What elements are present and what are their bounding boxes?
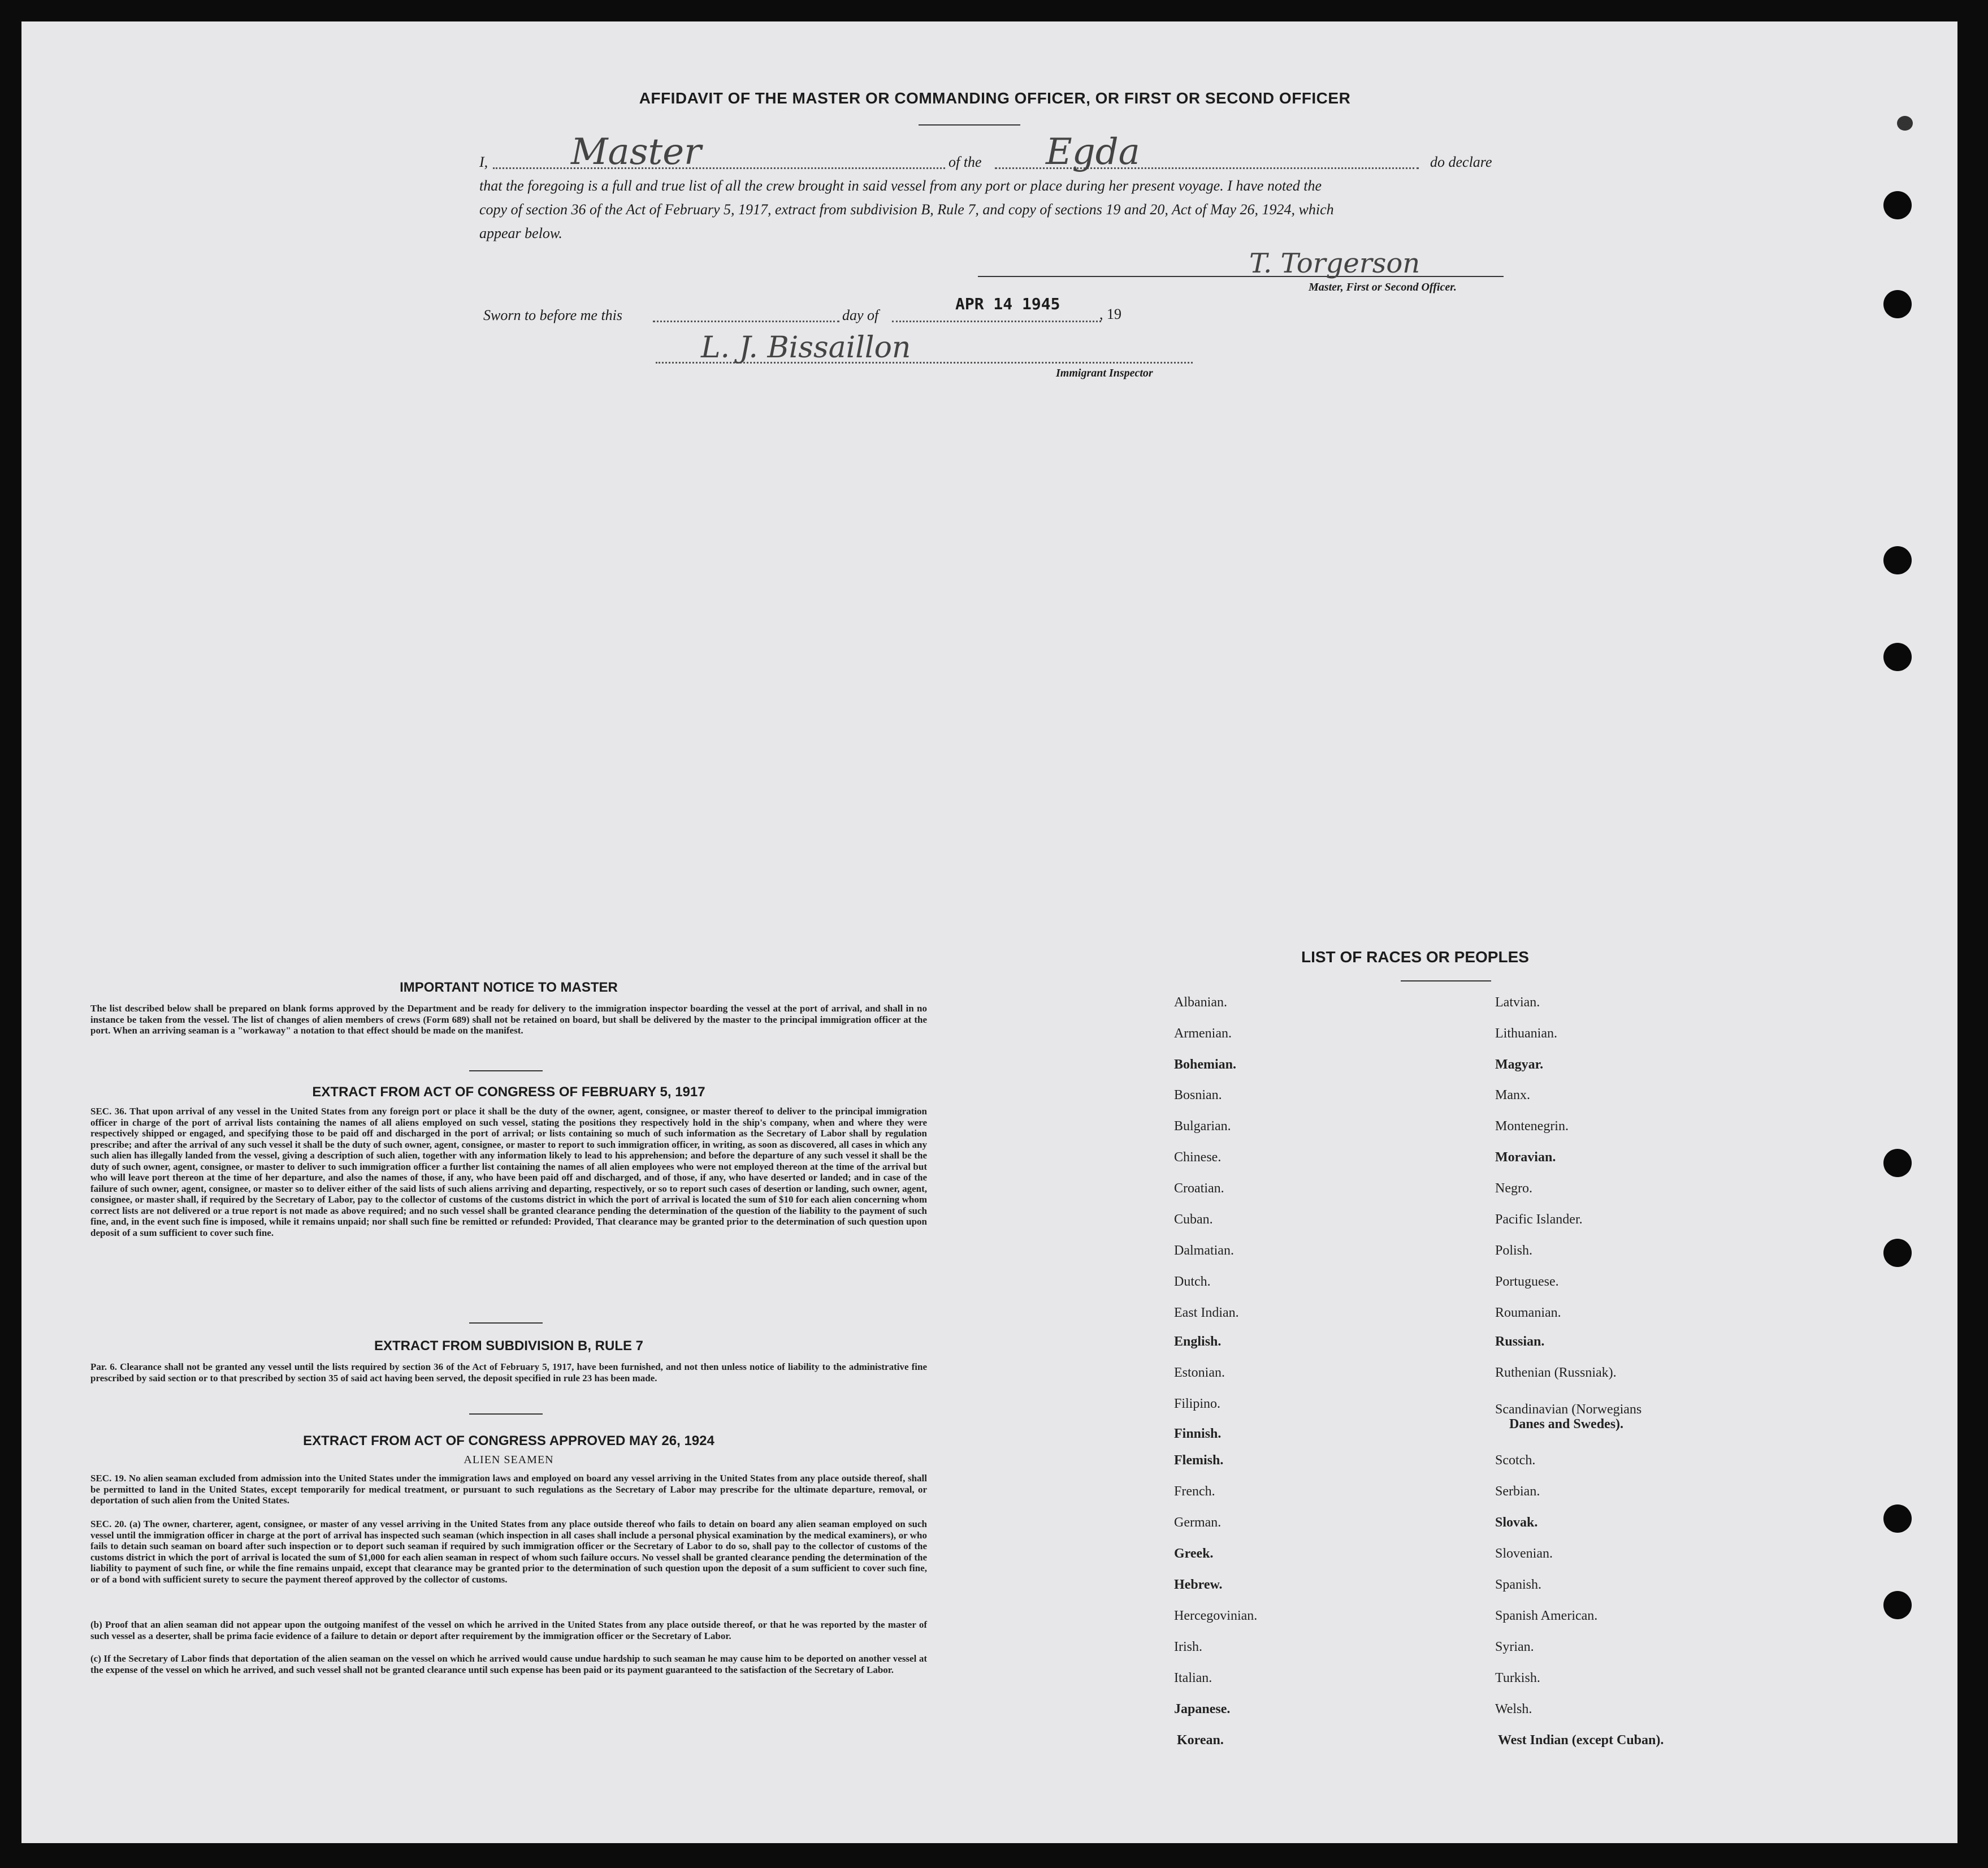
race-item: English. (1174, 1334, 1222, 1349)
punch-hole (1883, 643, 1912, 671)
race-item: German. (1174, 1515, 1222, 1530)
race-item: Cuban. (1174, 1212, 1213, 1227)
extract-1924-sec20b: (b) Proof that an alien seaman did not appear upon the outgoing manifest of the vessel on which he arrived in the United States from any place outside thereof, or that he was reported by the master of such vessel as a deserter, shall be prima facie evidence of a failure to detain or deport after requirement by the immigration officer or the Secretary of Labor. (90, 1619, 927, 1641)
affidavit-body-line2: copy of section 36 of the Act of February 5, 1917, extract from subdivision B, Rule 7, and copy of sections 19 and 20, Act of May 26, 1924, which (479, 201, 1334, 218)
extract-1924-sec20c: (c) If the Secretary of Labor finds that deportation of the alien seaman on the vessel on which he arrived would cause undue hardship to such seaman he may cause him to be deported on another vessel at the expense of the vessel on which he arrived, and such vessel shall not be granted clearance until such expense has been paid or its payment guaranteed to the satisfaction of the Secretary of Labor. (90, 1653, 927, 1675)
sworn-month-line (892, 321, 1101, 322)
race-item: Syrian. (1495, 1640, 1534, 1654)
race-item: Montenegrin. (1495, 1119, 1569, 1134)
race-item: Irish. (1174, 1640, 1202, 1654)
master-handwritten: Master (571, 131, 701, 173)
race-item: Roumanian. (1495, 1305, 1561, 1320)
race-item: Pacific Islander. (1495, 1212, 1583, 1227)
extract-1924-title: EXTRACT FROM ACT OF CONGRESS APPROVED MAY 26, 1924 (303, 1433, 714, 1448)
race-item: Filipino. (1174, 1396, 1221, 1411)
vessel-handwritten: Egda (1046, 131, 1140, 173)
race-item: Welsh. (1495, 1702, 1532, 1716)
affidavit-i-label: I, (479, 154, 488, 170)
race-item: Hebrew. (1174, 1577, 1223, 1592)
races-divider (1401, 980, 1491, 981)
officer-signature: T. Torgerson (1249, 248, 1420, 279)
race-item: Japanese. (1174, 1702, 1231, 1716)
race-item: Estonian. (1174, 1365, 1225, 1380)
race-item: Dalmatian. (1174, 1243, 1234, 1258)
race-item: Spanish. (1495, 1577, 1542, 1592)
race-item: Bohemian. (1174, 1057, 1237, 1072)
race-item: West Indian (except Cuban). (1498, 1733, 1664, 1748)
year-prefix: , 19 (1099, 306, 1121, 322)
officer-signature-line (978, 276, 1504, 277)
race-item: Scandinavian (Norwegians (1495, 1402, 1642, 1417)
race-item: Slovak. (1495, 1515, 1538, 1530)
of-the-label: of the (948, 154, 982, 170)
race-item: Latvian. (1495, 995, 1540, 1010)
race-item: Moravian. (1495, 1150, 1556, 1165)
punch-hole (1883, 1591, 1912, 1619)
race-item: Flemish. (1174, 1453, 1224, 1468)
extract-1924-subtitle: ALIEN SEAMEN (464, 1454, 554, 1466)
section-divider (469, 1413, 543, 1415)
inspector-caption: Immigrant Inspector (1056, 367, 1153, 379)
extract-rule7-text: Par. 6. Clearance shall not be granted any vessel until the lists required by section 36 of the Act of February 5, 1917, have been furnished, and not then unless notice of liability to the administrative fine prescribed by said section or to that prescribed by section 35 of said act having been served, the deposit specified in rule 23 has been made. (90, 1361, 927, 1383)
punch-hole (1883, 191, 1912, 219)
race-item: Magyar. (1495, 1057, 1544, 1072)
race-item: East Indian. (1174, 1305, 1239, 1320)
punch-hole (1883, 1149, 1912, 1177)
do-declare-label: do declare (1430, 154, 1492, 170)
punch-hole (1883, 290, 1912, 318)
race-item: Bosnian. (1174, 1088, 1222, 1102)
race-item: Slovenian. (1495, 1546, 1553, 1561)
extract-1917-title: EXTRACT FROM ACT OF CONGRESS OF FEBRUARY 5, 1917 (312, 1084, 705, 1100)
affidavit-body-line1: that the foregoing is a full and true list of all the crew brought in said vessel from any port or place during her present voyage. I have noted the (479, 178, 1322, 194)
race-item: Croatian. (1174, 1181, 1224, 1196)
extract-1924-sec20a: SEC. 20. (a) The owner, charterer, agent, consignee, or master of any vessel arriving in the United States from any place outside thereof who fails to detain on board any alien seaman employed on such vessel until the immigration officer in charge at the port of arrival has inspected such seaman (which inspection in all cases shall include a personal physical examination by the medical examiners), or who fails to detain such seaman on board after such inspection or to deport such seaman if required by such immigration officer or the Secretary of Labor to do so, shall pay to the collector of customs of the customs district in which the port of arrival is located the sum of $1,000 for each alien seaman in respect of whom such failure occurs. No vessel shall be granted clearance pending the determination of the liability to payment of such fine, or while the fine remains unpaid, except that clearance may be granted prior to the determination of such question upon the deposit of a sum sufficient to cover such fine, or of a bond with sufficient surety to secure the payment thereof approved by the collector of customs. (90, 1519, 927, 1585)
extract-1924-sec19: SEC. 19. No alien seaman excluded from admission into the United States under the immigration laws and employed on board any vessel arriving in the United States from any place outside thereof, shall be permitted to land in the United States, except temporarily for medical treatment, or pursuant to such regulations as the Secretary of Labor may prescribe for the ultimate departure, removal, or deportation of such alien from the United States. (90, 1473, 927, 1506)
day-of-label: day of (842, 307, 879, 323)
race-item: Dutch. (1174, 1274, 1211, 1289)
race-item: Danes and Swedes). (1509, 1417, 1624, 1432)
punch-hole (1883, 546, 1912, 574)
race-item: Lithuanian. (1495, 1026, 1557, 1041)
race-item: Armenian. (1174, 1026, 1232, 1041)
race-item: Bulgarian. (1174, 1119, 1231, 1134)
race-item: French. (1174, 1484, 1215, 1499)
section-divider (469, 1070, 543, 1071)
notice-title: IMPORTANT NOTICE TO MASTER (400, 980, 618, 995)
master-name-line (493, 167, 945, 169)
notice-text: The list described below shall be prepared on blank forms approved by the Department and be ready for delivery to the immigration inspector boarding the vessel at the port of arrival, and shall in no instance be taken from the vessel. The list of changes of alien members of crews (Form 689) shall not be retained on board, but shall be delivered by the master to the principal immigration officer at the port. When an arriving seaman is a "workaway" a notation to that effect should be made on the manifest. (90, 1003, 927, 1036)
sworn-day-line (653, 321, 839, 322)
extract-1917-text: SEC. 36. That upon arrival of any vessel in the United States from any foreign port or place it shall be the duty of the owner, agent, consignee, or master thereof to deliver to the principal immigration officer in charge of the port of arrival lists containing the names of all aliens employed on such vessel, stating the positions they respectively hold in the ship's company, when and where they were respectively shipped or engaged, and specifying those to be paid off and discharged in the port of arrival; or lists containing so much of such information as the Secretary of Labor shall by regulation prescribe; and after the arrival of any such vessel it shall be the duty of such owner, agent, consignee, or master to report to such immigration officer, in writing, as soon as discovered, all cases in which any such alien has illegally landed from the vessel, giving a description of such alien, together with any information likely to lead to his apprehension; and before the departure of any such vessel it shall be the duty of such owner, agent, consignee, or master to deliver to such immigration officer a further list containing the names of all alien employees who were not employed thereon at the time of the arrival but who will leave port thereon at the time of her departure, and also the names of those, if any, who have been paid off and discharged, and of those, if any, who have deserted or landed; and in case of the failure of such owner, agent, consignee, or master so to deliver either of the said lists of such aliens arriving and departing, respectively, or so to report such cases of desertion or landing, such owner, agent, consignee, or master shall, if required by the Secretary of Labor, pay to the collector of customs of the customs district in which the port of arrival is located the sum of $10 for each alien concerning whom correct lists are not delivered or a true report is not made as above required; and no such vessel shall be granted clearance pending the determination of the question of the liability to the payment of such fine, and, in the event such fine is imposed, while it remains unpaid; nor shall such fine be remitted or refunded: Provided, That clearance may be granted prior to the determination of such question upon deposit of a sum sufficient to cover such fine. (90, 1106, 927, 1238)
race-item: Finnish. (1174, 1426, 1222, 1441)
race-item: Italian. (1174, 1671, 1212, 1685)
race-item: Portuguese. (1495, 1274, 1559, 1289)
race-item: Negro. (1495, 1181, 1532, 1196)
race-item: Polish. (1495, 1243, 1533, 1258)
race-item: Albanian. (1174, 995, 1227, 1010)
extract-rule7-title: EXTRACT FROM SUBDIVISION B, RULE 7 (374, 1338, 644, 1354)
races-title: LIST OF RACES OR PEOPLES (1301, 948, 1529, 966)
race-item: Chinese. (1174, 1150, 1222, 1165)
race-item: Hercegovinian. (1174, 1608, 1258, 1623)
inspector-signature: L. J. Bissaillon (701, 331, 911, 365)
affidavit-body-line3: appear below. (479, 225, 562, 241)
race-item: Scotch. (1495, 1453, 1536, 1468)
ink-speck (1897, 116, 1913, 131)
race-item: Ruthenian (Russniak). (1495, 1365, 1617, 1380)
race-item: Greek. (1174, 1546, 1214, 1561)
race-item: Turkish. (1495, 1671, 1540, 1685)
affidavit-title: AFFIDAVIT OF THE MASTER OR COMMANDING OFFICER, OR FIRST OR SECOND OFFICER (639, 89, 1351, 107)
punch-hole (1883, 1504, 1912, 1533)
race-item: Spanish American. (1495, 1608, 1598, 1623)
race-item: Russian. (1495, 1334, 1545, 1349)
race-item: Manx. (1495, 1088, 1530, 1102)
date-stamp: APR 14 1945 (955, 295, 1060, 313)
race-item: Korean. (1177, 1733, 1224, 1748)
sworn-label: Sworn to before me this (483, 307, 623, 323)
officer-caption: Master, First or Second Officer. (1309, 281, 1457, 293)
title-divider (919, 124, 1020, 126)
punch-hole (1883, 1239, 1912, 1267)
section-divider (469, 1322, 543, 1324)
race-item: Serbian. (1495, 1484, 1540, 1499)
